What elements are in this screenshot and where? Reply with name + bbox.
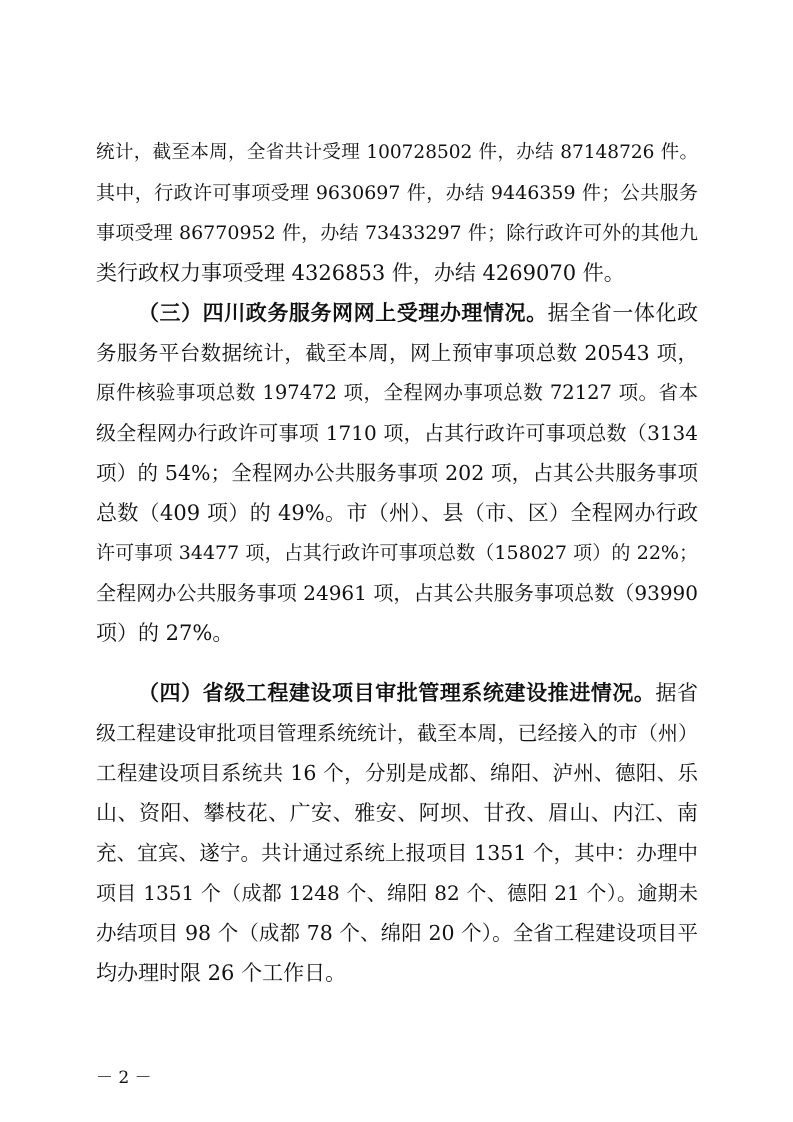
line-text: 许可事项 34477 项，占其行政许可事项总数（158027 项）的 22%； xyxy=(96,542,698,564)
line-text: 事项受理 86770952 件，办结 73433297 件；除行政许可外的其他九 xyxy=(96,222,698,244)
body-line xyxy=(96,618,698,648)
body-line xyxy=(96,138,698,168)
line-text: 级工程建设审批项目管理系统统计，截至本周，已经接入的市（州） xyxy=(96,721,698,745)
body-line xyxy=(96,878,698,908)
line-text: 项）的 54%；全程网办公共服务事项 202 项，占其公共服务事项 xyxy=(96,461,698,485)
line-text: 级全程网办行政许可事项 1710 项，占其行政许可事项总数（3134 xyxy=(96,421,698,445)
body-line xyxy=(96,578,698,608)
line-text: 务服务平台数据统计，截至本周，网上预审事项总数 20543 项， xyxy=(96,341,698,365)
body-line xyxy=(96,418,698,448)
body-line xyxy=(96,458,698,488)
body-line xyxy=(96,498,698,528)
line-text: 均办理时限 26 个工作日。 xyxy=(96,961,347,985)
section-heading-4: （四）省级工程建设项目审批管理系统建设推进情况。 xyxy=(138,680,656,705)
section-first-line xyxy=(138,298,698,328)
line-text: 项目 1351 个（成都 1248 个、绵阳 82 个、德阳 21 个）。逾期未 xyxy=(96,881,698,905)
body-line xyxy=(96,718,698,748)
line-text: 其中，行政许可事项受理 9630697 件，办结 9446359 件；公共服务 xyxy=(96,182,698,204)
body-line xyxy=(96,758,698,788)
body-line xyxy=(96,958,698,988)
line-text: 据全省一体化政 xyxy=(547,301,699,325)
body-line xyxy=(96,918,698,948)
line-text: 类行政权力事项受理 4326853 件，办结 4269070 件。 xyxy=(96,261,625,285)
line-text: 统计，截至本周，全省共计受理 100728502 件，办结 87148726 件。 xyxy=(96,142,698,163)
line-text: 全程网办公共服务事项 24961 项，占其公共服务事项总数（93990 xyxy=(96,581,698,605)
body-line xyxy=(96,538,698,568)
line-text: 工程建设项目系统共 16 个，分别是成都、绵阳、泸州、德阳、乐 xyxy=(96,761,698,785)
line-text: 原件核验事项总数 197472 项，全程网办事项总数 72127 项。省本 xyxy=(96,381,698,404)
line-text: 总数（409 项）的 49%。市（州）、县（市、区）全程网办行政 xyxy=(96,501,698,525)
body-line xyxy=(96,258,698,288)
section-heading-3: （三）四川政务服务网网上受理办理情况。 xyxy=(138,300,548,325)
page-number: － 2 － xyxy=(96,1068,152,1088)
body-line xyxy=(96,378,698,408)
line-text: 办结项目 98 个（成都 78 个、绵阳 20 个）。全省工程建设项目平 xyxy=(96,921,698,945)
section-first-line xyxy=(138,678,698,708)
line-text: 据省 xyxy=(655,681,699,705)
line-text: 山、资阳、攀枝花、广安、雅安、阿坝、甘孜、眉山、内江、南 xyxy=(96,801,698,825)
line-text: 充、宜宾、遂宁。共计通过系统上报项目 1351 个，其中：办理中 xyxy=(96,841,698,865)
body-line xyxy=(96,338,698,368)
body-line xyxy=(96,218,698,248)
body-line xyxy=(96,838,698,868)
line-text: 项）的 27%。 xyxy=(96,621,234,645)
body-line xyxy=(96,798,698,828)
body-line xyxy=(96,178,698,208)
